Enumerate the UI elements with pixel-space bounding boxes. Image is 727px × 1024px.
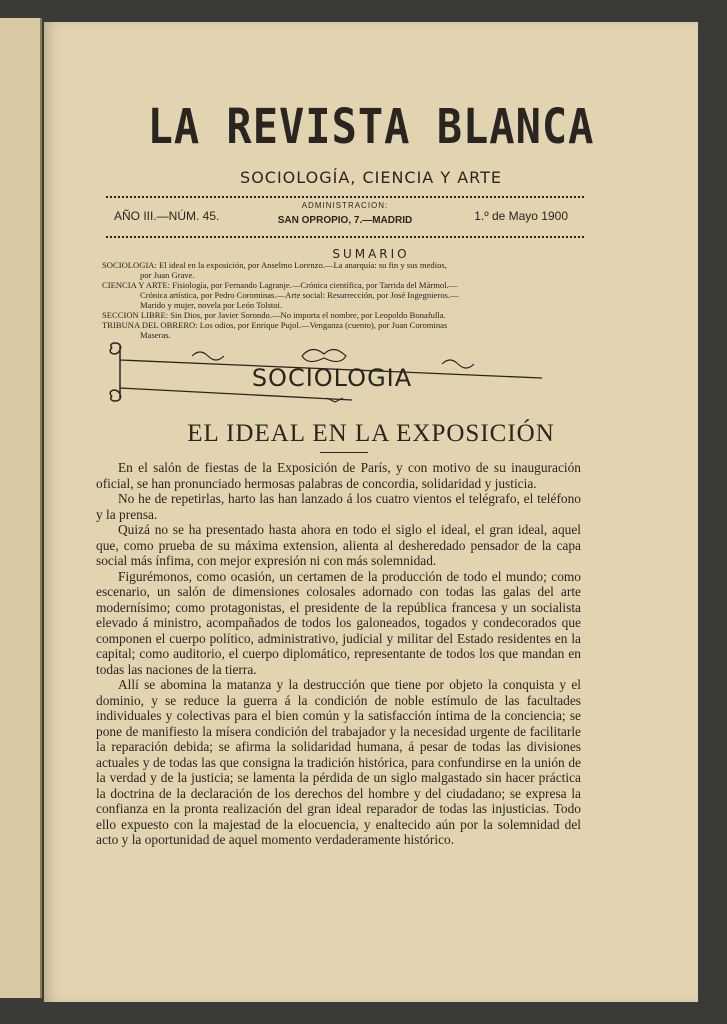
summary-line: Maseras. — [140, 330, 171, 340]
title-divider — [320, 452, 368, 453]
article-body — [96, 460, 581, 848]
summary-line: Marido y mujer, novela por León Tolstoi. — [140, 300, 283, 310]
summary-line: SOCIOLOGIA: El ideal en la exposición, por Anselmo Lorenzo.—La anarquía: su fin y sus medios, — [102, 260, 447, 270]
paragraph: Figurémonos, como ocasión, un certamen de la producción de todo el mundo; como escenario, un salón de dimensiones colosales adornado con todas las galas del arte modernísimo; como protagonistas, el presidente de la república francesa y un socialista elevado á ministro, acompañados de todos los galoneados, togados y condecorados que componen el cuerpo político, administrativo, judicial y militar del Estado residentes en la capital; como auditorio, el cuerpo diplomático, representante de todos los que mandan en todas las naciones de la tierra. — [96, 568, 581, 677]
admin-address: SAN OPROPIO, 7.—MADRID — [277, 215, 413, 226]
summary-line: Crónica artística, por Pedro Corominas.—Arte social: Resurrección, por José Ingegnieros.— — [140, 290, 459, 300]
summary-line: TRIBUNA DEL OBRERO: Los odios, por Enrique Pujol.—Venganza (cuento), por Juan Corominas — [102, 320, 448, 330]
paragraph: Quizá no se ha presentado hasta ahora en todo el siglo el ideal, el gran ideal, aquel que, como prueba de su máxima extension, alienta al desheredado pensador de la capa social más ínfima, con mejor expresión ni con más solemnidad. — [96, 522, 581, 568]
section-banner — [102, 338, 564, 408]
section-title: SOCIOLOGIA — [251, 364, 413, 392]
facing-page-edge — [0, 18, 42, 998]
masthead-subtitle: SOCIOLOGÍA, CIENCIA Y ARTE — [240, 168, 502, 187]
summary-list — [102, 260, 588, 340]
paragraph: No he de repetirlas, harto las han lanzado á los cuatro vientos el telégrafo, el teléfono y la prensa. — [96, 491, 581, 522]
summary-line: CIENCIA Y ARTE: Fisiología, por Fernando Lagranje.—Crónica científica, por Tarrida del Mármol.— — [102, 280, 458, 290]
admin-label: ADMINISTRACION: — [301, 201, 389, 210]
issue-date: 1.º de Mayo 1900 — [474, 209, 568, 223]
paragraph: En el salón de fiestas de la Exposición de París, y con motivo de su inauguración oficial, se han pronunciado hermosas palabras de concordia, solidaridad y justicia. — [96, 460, 581, 491]
magazine-page — [44, 22, 698, 1002]
masthead-title: LA REVISTA BLANCA — [147, 98, 595, 155]
summary-line: por Juan Grave. — [140, 270, 195, 280]
summary-heading: SUMARIO — [332, 247, 410, 261]
issue-number: AÑO III.—NÚM. 45. — [114, 209, 220, 223]
summary-line: SECCION LIBRE: Sin Dios, por Javier Sorondo.—No importa el nombre, por Leopoldo Bonafulla. — [102, 310, 446, 320]
article-title: EL IDEAL EN LA EXPOSICIÓN — [187, 420, 555, 447]
paragraph: Allí se abomina la matanza y la destrucción que tiene por objeto la conquista y el dominio, y se reduce la guerra á la condición de noble estímulo de las facultades individuales y colectivas para el bien común y la satisfacción íntima de la conciencia; se pone de manifiesto la mísera condición del trabajador y la necesidad urgente de facilitarle la reparación debida; se afirma la solidaridad humana, á pesar de todas las divisiones actuales y de todas las que consigna la tradición histórica, para confundirse en la unión de la verdad y de la justicia; se lamenta la pérdida de un siglo malgastado sin hacer práctica la doctrina de la declaración de los derechos del hombre y del ciudadano; se expresa la confianza en la pronta realización del gran ideal reparador de todas las injusticias. Todo ello expuesto con la majestad de la elocuencia, y enaltecido aún por la solemnidad del acto y la oportunidad de aquel momento verdaderamente histórico. — [96, 677, 581, 847]
issue-info-bar — [106, 196, 584, 238]
